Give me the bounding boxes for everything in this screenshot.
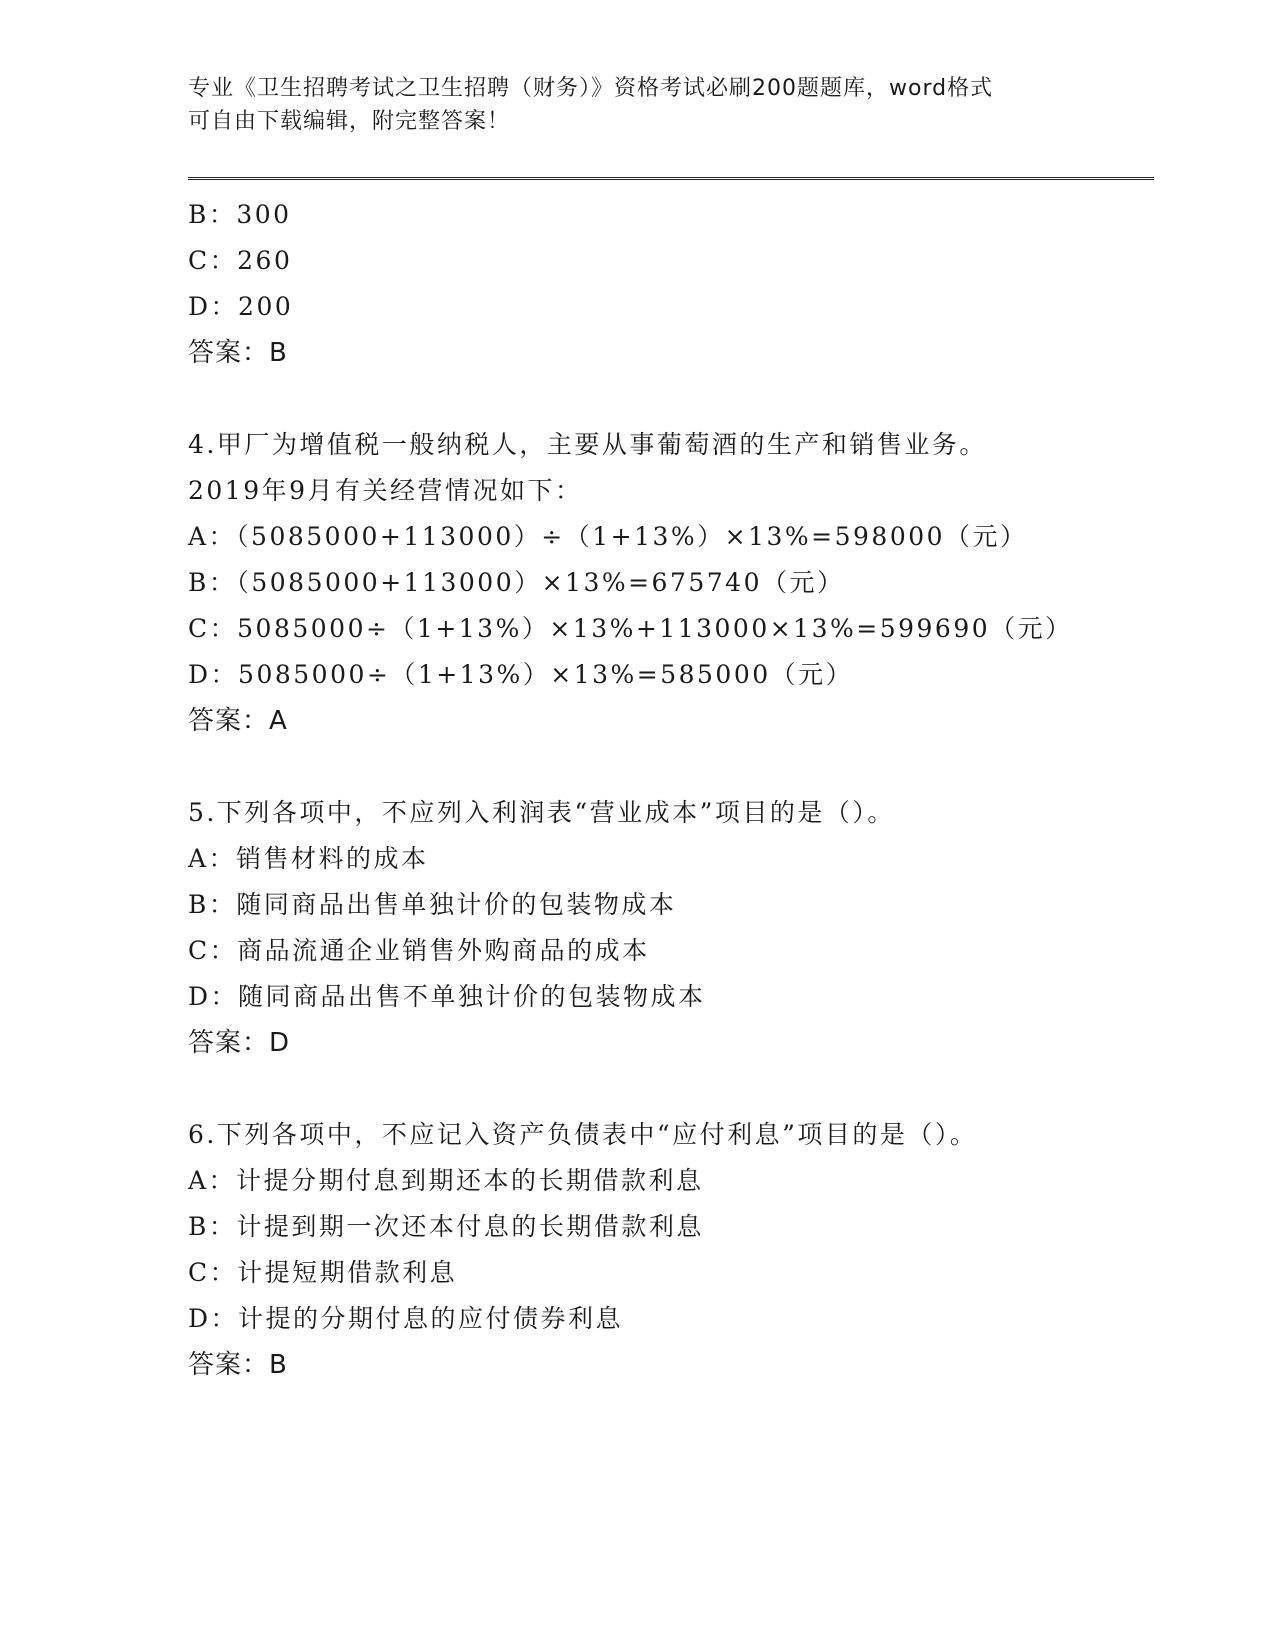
question-block-6 <box>188 1112 1148 1388</box>
question-block-5 <box>188 790 1148 1066</box>
header-divider <box>188 177 1154 180</box>
question-block-3 <box>188 192 1148 376</box>
option-c: C：5085000÷（1+13%）×13%+113000×13%=599690（元） <box>188 614 1073 643</box>
option-b: B：随同商品出售单独计价的包装物成本 <box>188 890 677 919</box>
page-header <box>188 72 1088 138</box>
answer-line: 答案：B <box>188 1350 288 1380</box>
header-title-line-1: 专业《卫生招聘考试之卫生招聘（财务）》资格考试必刷200题题库，word格式 <box>188 76 994 101</box>
spacer <box>188 376 1148 422</box>
question-stem: 6.下列各项中，不应记入资产负债表中“应付利息”项目的是（）。 <box>188 1120 978 1149</box>
answer-line: 答案：D <box>188 1028 291 1058</box>
question-stem: 4.甲厂为增值税一般纳税人，主要从事葡萄酒的生产和销售业务。 <box>188 430 987 459</box>
question-stem: 2019年9月有关经营情况如下： <box>188 476 583 505</box>
option-c: C：260 <box>188 246 293 275</box>
option-d: D：200 <box>188 292 294 321</box>
option-a: A：（5085000+113000）÷（1+13%）×13%=598000（元） <box>188 522 1028 551</box>
option-b: B：（5085000+113000）×13%=675740（元） <box>188 568 845 597</box>
option-b: B：300 <box>188 200 292 229</box>
spacer <box>188 744 1148 790</box>
option-c: C：计提短期借款利息 <box>188 1258 458 1287</box>
option-c: C：商品流通企业销售外购商品的成本 <box>188 936 650 965</box>
option-a: A：计提分期付息到期还本的长期借款利息 <box>188 1166 704 1195</box>
answer-line: 答案：A <box>188 706 288 736</box>
option-d: D：5085000÷（1+13%）×13%=585000（元） <box>188 660 854 689</box>
option-b: B：计提到期一次还本付息的长期借款利息 <box>188 1212 704 1241</box>
spacer <box>188 1066 1148 1112</box>
question-block-4 <box>188 422 1148 744</box>
option-d: D：计提的分期付息的应付债券利息 <box>188 1304 624 1333</box>
question-list <box>188 192 1148 1388</box>
question-stem: 5.下列各项中，不应列入利润表“营业成本”项目的是（）。 <box>188 798 895 827</box>
header-title-line-2: 可自由下载编辑，附完整答案！ <box>188 109 511 134</box>
option-d: D：随同商品出售不单独计价的包装物成本 <box>188 982 706 1011</box>
answer-line: 答案：B <box>188 338 288 368</box>
option-a: A：销售材料的成本 <box>188 844 429 873</box>
